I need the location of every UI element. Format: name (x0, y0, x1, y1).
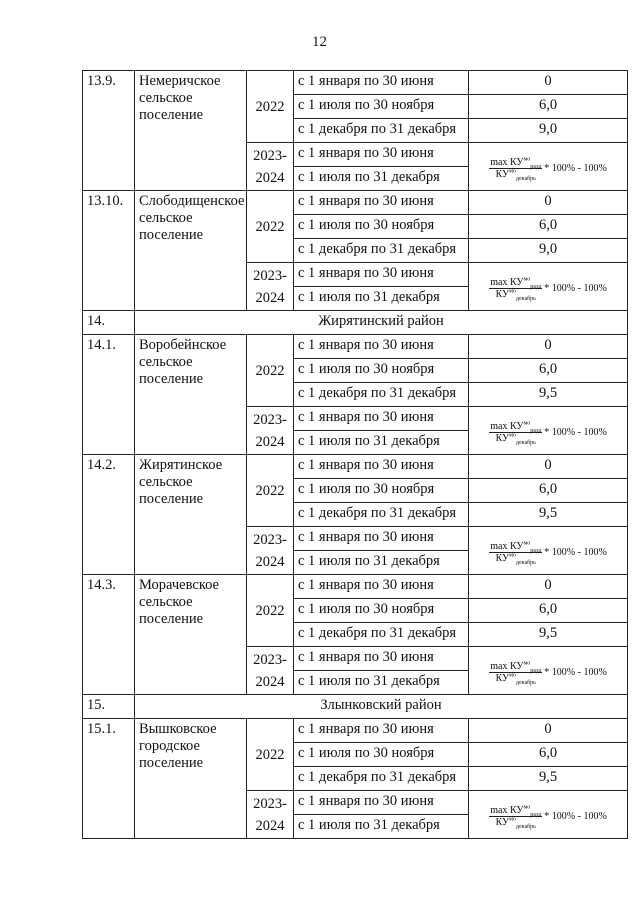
formula-fraction: $\frac{\max КУ^{мо}_{разд}}{КУ^{мо}_{декабрь}}$ (490, 276, 542, 302)
value-cell: 0 (469, 719, 628, 743)
formula (489, 661, 607, 684)
formula (489, 421, 607, 444)
value-cell: 0 (469, 455, 628, 479)
period-cell: с 1 января по 30 июня (294, 527, 469, 551)
year-cell: 2023-2024 (247, 647, 294, 695)
row-number: 13.9. (83, 71, 135, 191)
formula-fraction: $\frac{\max КУ^{мо}_{разд}}{КУ^{мо}_{декабрь}}$ (490, 804, 542, 830)
value-cell: 0 (469, 575, 628, 599)
row-number: 14.1. (83, 335, 135, 455)
formula-tail: * 100% - 100% (544, 811, 607, 822)
year-cell: 2023-2024 (247, 407, 294, 455)
tariff-table (82, 70, 628, 839)
year-cell: 2022 (247, 575, 294, 647)
period-cell: с 1 января по 30 июня (294, 647, 469, 671)
row-number: 14. (83, 311, 135, 335)
formula-cell (469, 791, 628, 839)
period-cell: с 1 января по 30 июня (294, 575, 469, 599)
row-number: 13.10. (83, 191, 135, 311)
period-cell: с 1 июля по 31 декабря (294, 815, 469, 839)
table-row (83, 335, 628, 359)
formula-tail: * 100% - 100% (544, 667, 607, 678)
period-cell: с 1 декабря по 31 декабря (294, 503, 469, 527)
formula-cell (469, 647, 628, 695)
formula-tail: * 100% - 100% (544, 547, 607, 558)
row-number: 14.3. (83, 575, 135, 695)
formula-cell (469, 143, 628, 191)
formula-fraction: $\frac{\max КУ^{мо}_{разд}}{КУ^{мо}_{декабрь}}$ (490, 156, 542, 182)
formula (489, 157, 607, 180)
year-cell: 2023-2024 (247, 143, 294, 191)
table-row (83, 719, 628, 743)
formula-cell (469, 527, 628, 575)
period-cell: с 1 января по 30 июня (294, 71, 469, 95)
period-cell: с 1 июля по 31 декабря (294, 287, 469, 311)
formula-fraction: $\frac{\max КУ^{мо}_{разд}}{КУ^{мо}_{декабрь}}$ (490, 660, 542, 686)
period-cell: с 1 июля по 30 ноября (294, 743, 469, 767)
value-cell: 6,0 (469, 599, 628, 623)
settlement-name: Воробейнское сельское поселение (135, 335, 247, 455)
page-number: 12 (312, 34, 327, 50)
formula-cell (469, 407, 628, 455)
formula-cell (469, 263, 628, 311)
settlement-name: Слободищенское сельское поселение (135, 191, 247, 311)
period-cell: с 1 июля по 31 декабря (294, 671, 469, 695)
value-cell: 6,0 (469, 479, 628, 503)
year-cell: 2022 (247, 71, 294, 143)
period-cell: с 1 января по 30 июня (294, 407, 469, 431)
year-cell: 2023-2024 (247, 527, 294, 575)
period-cell: с 1 декабря по 31 декабря (294, 119, 469, 143)
period-cell: с 1 июля по 31 декабря (294, 431, 469, 455)
formula-fraction: $\frac{\max КУ^{мо}_{разд}}{КУ^{мо}_{декабрь}}$ (490, 420, 542, 446)
formula-tail: * 100% - 100% (544, 163, 607, 174)
period-cell: с 1 июля по 30 ноября (294, 215, 469, 239)
value-cell: 6,0 (469, 743, 628, 767)
period-cell: с 1 июля по 30 ноября (294, 359, 469, 383)
district-title: Злынковский район (135, 695, 628, 719)
year-cell: 2023-2024 (247, 791, 294, 839)
period-cell: с 1 декабря по 31 декабря (294, 239, 469, 263)
settlement-name: Немеричское сельское поселение (135, 71, 247, 191)
period-cell: с 1 января по 30 июня (294, 791, 469, 815)
value-cell: 9,0 (469, 119, 628, 143)
year-cell: 2022 (247, 191, 294, 263)
value-cell: 9,5 (469, 767, 628, 791)
settlement-name: Жирятинское сельское поселение (135, 455, 247, 575)
row-number: 15. (83, 695, 135, 719)
period-cell: с 1 июля по 31 декабря (294, 551, 469, 575)
row-number: 15.1. (83, 719, 135, 839)
period-cell: с 1 июля по 30 ноября (294, 599, 469, 623)
value-cell: 0 (469, 71, 628, 95)
value-cell: 9,5 (469, 503, 628, 527)
period-cell: с 1 декабря по 31 декабря (294, 767, 469, 791)
value-cell: 0 (469, 335, 628, 359)
row-number: 14.2. (83, 455, 135, 575)
district-title: Жирятинский район (135, 311, 628, 335)
value-cell: 9,5 (469, 623, 628, 647)
settlement-name: Вышковское городское поселение (135, 719, 247, 839)
formula-tail: * 100% - 100% (544, 283, 607, 294)
value-cell: 9,0 (469, 239, 628, 263)
period-cell: с 1 июля по 30 ноября (294, 479, 469, 503)
period-cell: с 1 января по 30 июня (294, 719, 469, 743)
value-cell: 6,0 (469, 359, 628, 383)
period-cell: с 1 января по 30 июня (294, 263, 469, 287)
table-row (83, 575, 628, 599)
value-cell: 6,0 (469, 95, 628, 119)
period-cell: с 1 июля по 31 декабря (294, 167, 469, 191)
district-header-row (83, 311, 628, 335)
formula-fraction: $\frac{\max КУ^{мо}_{разд}}{КУ^{мо}_{декабрь}}$ (490, 540, 542, 566)
period-cell: с 1 января по 30 июня (294, 335, 469, 359)
value-cell: 9,5 (469, 383, 628, 407)
year-cell: 2022 (247, 455, 294, 527)
period-cell: с 1 декабря по 31 декабря (294, 623, 469, 647)
period-cell: с 1 января по 30 июня (294, 191, 469, 215)
period-cell: с 1 декабря по 31 декабря (294, 383, 469, 407)
period-cell: с 1 января по 30 июня (294, 143, 469, 167)
year-cell: 2022 (247, 719, 294, 791)
district-header-row (83, 695, 628, 719)
value-cell: 6,0 (469, 215, 628, 239)
settlement-name: Морачевское сельское поселение (135, 575, 247, 695)
value-cell: 0 (469, 191, 628, 215)
formula (489, 541, 607, 564)
table-row (83, 191, 628, 215)
formula (489, 277, 607, 300)
formula-tail: * 100% - 100% (544, 427, 607, 438)
year-cell: 2022 (247, 335, 294, 407)
period-cell: с 1 июля по 30 ноября (294, 95, 469, 119)
table-row (83, 455, 628, 479)
formula (489, 805, 607, 828)
year-cell: 2023-2024 (247, 263, 294, 311)
period-cell: с 1 января по 30 июня (294, 455, 469, 479)
table-row (83, 71, 628, 95)
